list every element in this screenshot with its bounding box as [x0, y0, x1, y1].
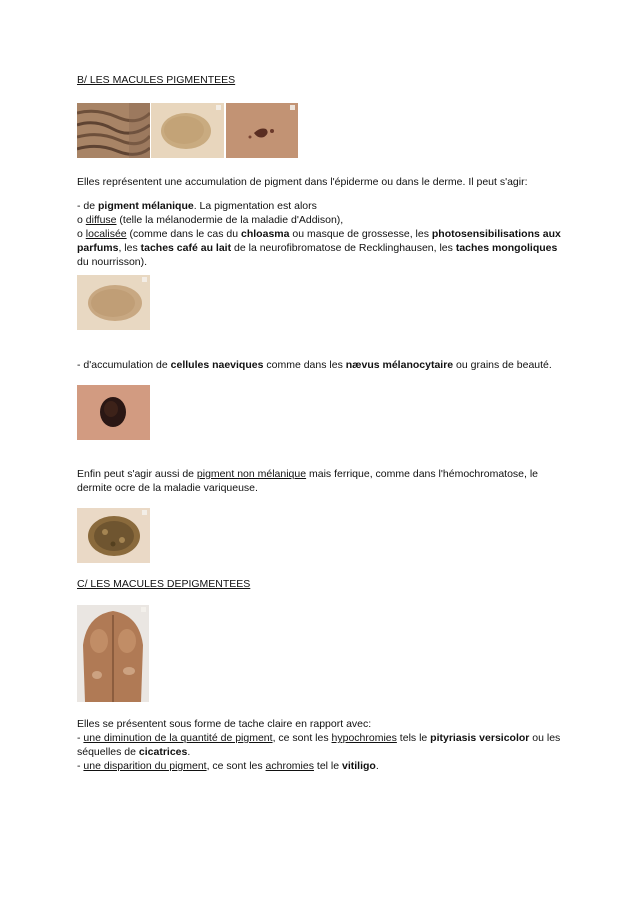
photo-beige-macule	[151, 103, 224, 158]
photo-cafe-au-lait	[77, 275, 150, 330]
paragraph-pigment-non-melanique: Enfin peut s'agir aussi de pigment non mélanique mais ferrique, comme dans l'hémochromatose, le dermite ocre de la maladie variqueuse.	[77, 468, 539, 494]
photo-back-depigmentation	[77, 605, 149, 702]
photo-brown-lesion	[226, 103, 298, 158]
paragraph-cellules-naeviques: - d'accumulation de cellules naeviques comme dans les nævus mélanocytaire ou grains de beauté.	[77, 359, 552, 371]
section-b-intro: Elles représentent une accumulation de pigment dans l'épiderme ou dans le derme. Il peut s'agir:	[77, 176, 528, 188]
section-c-heading: C/ LES MACULES DEPIGMENTEES	[77, 578, 251, 590]
section-b-heading: B/ LES MACULES PIGMENTEES	[77, 74, 236, 86]
photo-naevus	[77, 385, 150, 440]
paragraph-pigment-melanique: - de pigment mélanique. La pigmentation est alors o diffuse (telle la mélanodermie de la maladie d'Addison), o localisée (comme dans le cas du chloasma ou masque de grossesse, les photosensibilisations aux parfums, les taches café au lait de la neurofibromatose de Recklinghausen, les taches mongoliques du nourrisson).	[77, 200, 561, 268]
photo-wrinkled-skin	[77, 103, 150, 158]
section-c-text: Elles se présentent sous forme de tache claire en rapport avec: - une diminution de la quantité de pigment, ce sont les hypochromies tels le pityriasis versicolor ou les séquelles de cicatrices. - une disparition du pigment, ce sont les achromies tel le vitiligo.	[77, 718, 561, 772]
photo-dermite-ocre	[77, 508, 150, 563]
section-c-intro: Elles se présentent sous forme de tache claire en rapport avec:	[77, 718, 372, 730]
